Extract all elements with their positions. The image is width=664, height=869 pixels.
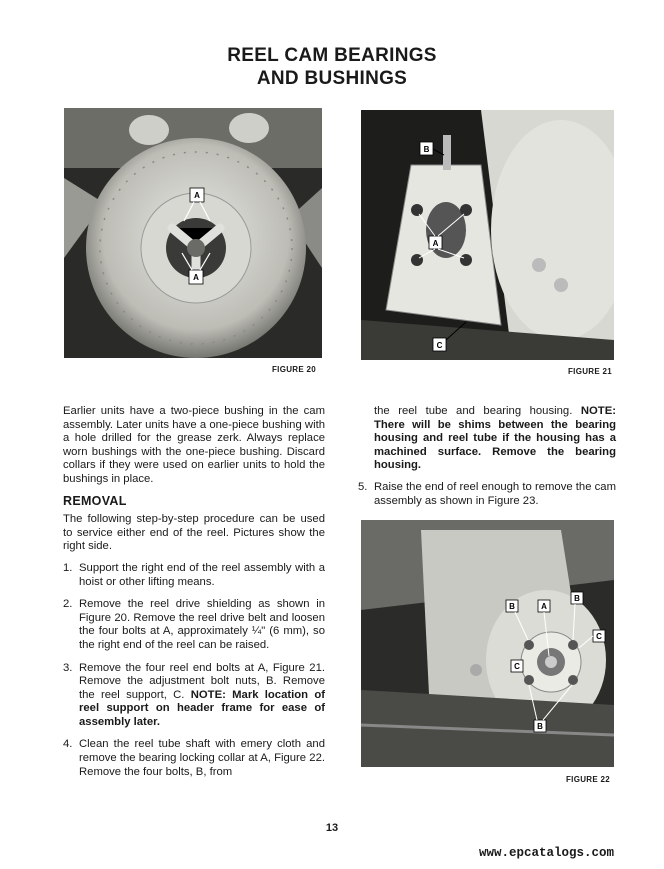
left-column: [63, 405, 325, 788]
title-line-2: AND BUSHINGS: [256, 68, 408, 89]
step-number: 1.: [63, 561, 73, 574]
fig21-callout-b: B: [423, 145, 430, 154]
step-text-wrapper: [79, 662, 325, 730]
step-number: 5.: [358, 480, 368, 493]
continuation-paragraph: [358, 405, 616, 473]
figure-20-caption: FIGURE 20: [272, 365, 317, 374]
step-number: 3.: [63, 661, 73, 674]
step-text: Remove the reel drive shielding as shown in Figure 20. Remove the reel drive belt and loosen the four bolts at A, approximately ¼" (6 mm), so the right end of the reel can be raised.: [79, 598, 325, 651]
procedure-intro: The following step-by-step procedure can be used to service either end of the reel. Pictures show the right side.: [63, 513, 325, 553]
fig20-callout-a-bottom: A: [193, 273, 199, 282]
step-4: [63, 738, 325, 779]
step-number: 4.: [63, 738, 73, 751]
step-text: Support the right end of the reel assembly with a hoist or other lifting means.: [79, 561, 325, 588]
step-note: NOTE: Mark location of reel support on header frame for ease of assembly later.: [79, 688, 325, 728]
fig21-callout-c: C: [436, 341, 443, 350]
fig22-callout-b-right: B: [574, 594, 580, 603]
figure-20-photo: [64, 108, 322, 358]
removal-steps: [63, 562, 325, 779]
figure-21-caption: FIGURE 21: [568, 367, 613, 376]
step-number: 2.: [63, 598, 73, 611]
page-number: 13: [325, 822, 339, 834]
continuation-note: NOTE: There will be shims between the bearing housing and reel tube if the housing has a machined surface. Remove the bearing housing.: [374, 405, 616, 472]
fig22-callout-b-top: B: [509, 602, 515, 611]
figure-22-caption: FIGURE 22: [566, 775, 611, 784]
step-2: [63, 598, 325, 652]
step-text: Raise the end of reel enough to remove the cam assembly as shown in Figure 23.: [374, 480, 616, 507]
continuation-text: the reel tube and bearing housing.: [374, 405, 581, 417]
step-5: [358, 481, 616, 508]
title-line-1: REEL CAM BEARINGS: [227, 45, 437, 66]
fig22-callout-a: A: [541, 602, 547, 611]
step-text: Clean the reel tube shaft with emery cloth and remove the bearing locking collar at A, Figure 22. Remove the four bolts, B, from: [79, 738, 325, 778]
fig20-callout-a-top: A: [194, 191, 200, 200]
page-title: [0, 44, 664, 90]
fig22-callout-b-bottom: B: [537, 722, 543, 731]
removal-heading: REMOVAL: [63, 493, 127, 508]
step-text: Remove the four reel end bolts at A, Figure 21. Remove the adjustment bolt nuts, B. Remove the reel support, C.: [79, 661, 325, 701]
right-column: [358, 405, 616, 517]
fig21-callout-a: A: [432, 239, 439, 248]
fig22-callout-c-left: C: [514, 662, 520, 671]
fig22-callout-c-right: C: [596, 632, 602, 641]
figure-21-photo: [361, 110, 614, 360]
watermark-url: www.epcatalogs.com: [478, 846, 614, 860]
intro-paragraph: Earlier units have a two-piece bushing in the cam assembly. Later units have a one-piece bushing with a hole drilled for the grease zerk. Always replace worn bushings with the one-piece bushing. Discard collars if they were used on earlier units to hold the bushings in place.: [63, 405, 325, 485]
step-3: [63, 662, 325, 730]
step-1: [63, 562, 325, 589]
figure-22-photo: [361, 520, 614, 767]
